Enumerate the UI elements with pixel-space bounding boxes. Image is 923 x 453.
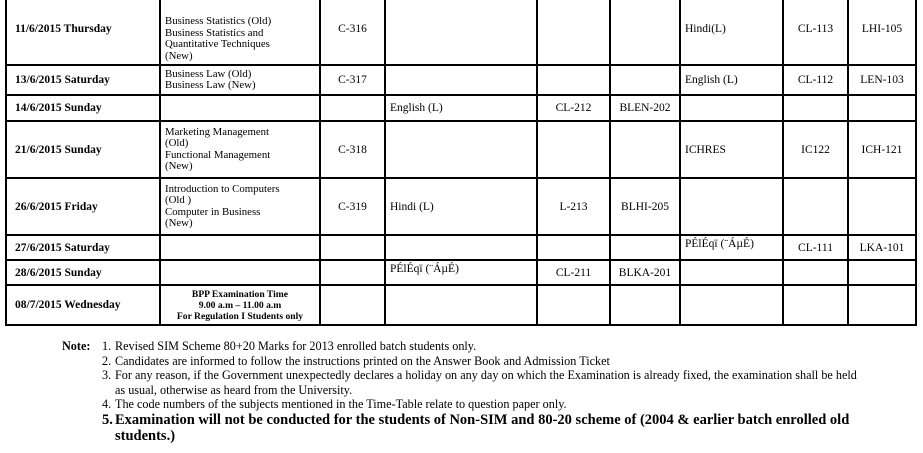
subject-line: Business Law (Old) (165, 67, 252, 80)
note-number: 2. (102, 353, 112, 368)
paper-code (848, 285, 916, 325)
table-row (6, 260, 916, 285)
subject-line: Marketing Management (165, 125, 270, 138)
paper-code: BLKA-201 (610, 260, 680, 285)
subject-code (320, 260, 385, 285)
bpp-line: BPP Examination Time (191, 288, 289, 300)
subject-code: CL-112 (783, 65, 848, 95)
notes-list (102, 339, 862, 445)
subject-cell (385, 285, 537, 325)
subject-cell (680, 285, 783, 325)
subject-cell (680, 95, 783, 121)
subject-line: (New) (165, 160, 193, 172)
subject-code (537, 121, 610, 178)
subject-code (320, 285, 385, 325)
bpp-exam-note (160, 285, 320, 325)
subject-code (320, 95, 385, 121)
subject-line: (New) (165, 49, 193, 62)
subject-code (783, 285, 848, 325)
subject-code: CL-212 (537, 95, 610, 121)
note-text: The code numbers of the subjects mentioned in the Time-Table relate to question paper only. (115, 397, 567, 411)
subject-code: C-319 (320, 178, 385, 235)
subject-cell (680, 178, 783, 235)
exam-date: 08/7/2015 Wednesday (6, 285, 160, 325)
subject-code: CL-113 (783, 0, 848, 65)
subject-cell (385, 121, 537, 178)
paper-code (610, 65, 680, 95)
note-item (102, 339, 862, 354)
subject-cell: ICHRES (680, 121, 783, 178)
subject-cell: English (L) (680, 65, 783, 95)
subject-code (537, 285, 610, 325)
subject-cell (160, 235, 320, 260)
subject-cell (385, 65, 537, 95)
subject-code (783, 95, 848, 121)
table-row (6, 65, 916, 95)
subject-code: C-317 (320, 65, 385, 95)
subject-line: Quantitative Techniques (165, 38, 270, 50)
exam-date: 27/6/2015 Saturday (6, 235, 160, 260)
note-number: 3. (102, 368, 112, 382)
subject-code: IC122 (783, 121, 848, 178)
table-row (6, 0, 916, 65)
bpp-line: For Regulation I Students only (176, 310, 304, 322)
subject-code (320, 235, 385, 260)
exam-date: 14/6/2015 Sunday (6, 95, 160, 121)
subject-line: Introduction to Computers (165, 182, 280, 195)
table-row (6, 235, 916, 260)
subject-line: Business Law (New) (165, 79, 256, 91)
table-row (6, 95, 916, 121)
subject-cell (680, 260, 783, 285)
note-label: Note: (62, 339, 91, 353)
note-item (102, 368, 862, 397)
table-row (6, 285, 916, 325)
exam-date: 28/6/2015 Sunday (6, 260, 160, 285)
paper-code (848, 178, 916, 235)
subject-line: Computer in Business (165, 205, 261, 218)
subject-code: C-316 (320, 0, 385, 65)
bpp-line: 9.00 a.m – 11.00 a.m (198, 299, 282, 311)
subject-code (783, 260, 848, 285)
subject-cell: Hindi (L) (385, 178, 537, 235)
subject-code: L-213 (537, 178, 610, 235)
exam-date: 11/6/2015 Thursday (6, 0, 160, 65)
paper-code: ICH-121 (848, 121, 916, 178)
subject-code (783, 178, 848, 235)
subject-cell: PÉlÉqï (¨ÁµÉ) (385, 260, 537, 285)
subject-code: CL-211 (537, 260, 610, 285)
paper-code: LHI-105 (848, 0, 916, 65)
note-number: 5. (102, 411, 113, 428)
paper-code: LKA-101 (848, 235, 916, 260)
subject-cell (160, 121, 320, 178)
subject-cell (385, 0, 537, 65)
paper-code (848, 260, 916, 285)
note-item (102, 354, 862, 369)
subject-cell: PÉlÉqï (¨ÁµÉ) (680, 235, 783, 260)
subject-cell (160, 178, 320, 235)
subject-cell (160, 95, 320, 121)
subject-line: (New) (165, 217, 193, 229)
subject-line: Functional Management (165, 148, 271, 161)
subject-line: (Old) (165, 137, 189, 149)
paper-code: LEN-103 (848, 65, 916, 95)
table-row (6, 178, 916, 235)
note-text: For any reason, if the Government unexpectedly declares a holiday on any day on which the Examination is already fixed, the examination shall be held as usual, otherwise as heard from the University. (115, 368, 857, 397)
paper-code (610, 235, 680, 260)
note-text: Candidates are informed to follow the instructions printed on the Answer Book and Admission Ticket (115, 353, 610, 368)
paper-code (610, 285, 680, 325)
subject-cell: English (L) (385, 95, 537, 121)
paper-code (610, 0, 680, 65)
paper-code (610, 121, 680, 178)
subject-line: Business Statistics (Old) (165, 15, 272, 27)
paper-code: BLEN-202 (610, 95, 680, 121)
paper-code (848, 95, 916, 121)
note-number: 4. (102, 397, 112, 411)
subject-cell (160, 0, 320, 65)
exam-date: 26/6/2015 Friday (6, 178, 160, 235)
subject-code: CL-111 (783, 235, 848, 260)
subject-cell: Hindi(L) (680, 0, 783, 65)
subject-line: Business Statistics and (165, 26, 264, 39)
subject-line: (Old ) (165, 194, 192, 206)
note-item (102, 412, 862, 445)
note-item (102, 397, 862, 412)
paper-code: BLHI-205 (610, 178, 680, 235)
exam-timetable (5, 0, 917, 326)
exam-date: 13/6/2015 Saturday (6, 65, 160, 95)
subject-code: C-318 (320, 121, 385, 178)
subject-code (537, 65, 610, 95)
subject-code (537, 235, 610, 260)
subject-code (537, 0, 610, 65)
note-text: Revised SIM Scheme 80+20 Marks for 2013 enrolled batch students only. (115, 339, 477, 353)
note-text: Examination will not be conducted for the students of Non-SIM and 80-20 scheme of (2004 & earlier batch enrolled old students.) (115, 411, 850, 444)
note-number: 1. (102, 339, 112, 353)
subject-cell (385, 235, 537, 260)
exam-date: 21/6/2015 Sunday (6, 121, 160, 178)
subject-cell (160, 260, 320, 285)
subject-cell (160, 65, 320, 95)
table-row (6, 121, 916, 178)
